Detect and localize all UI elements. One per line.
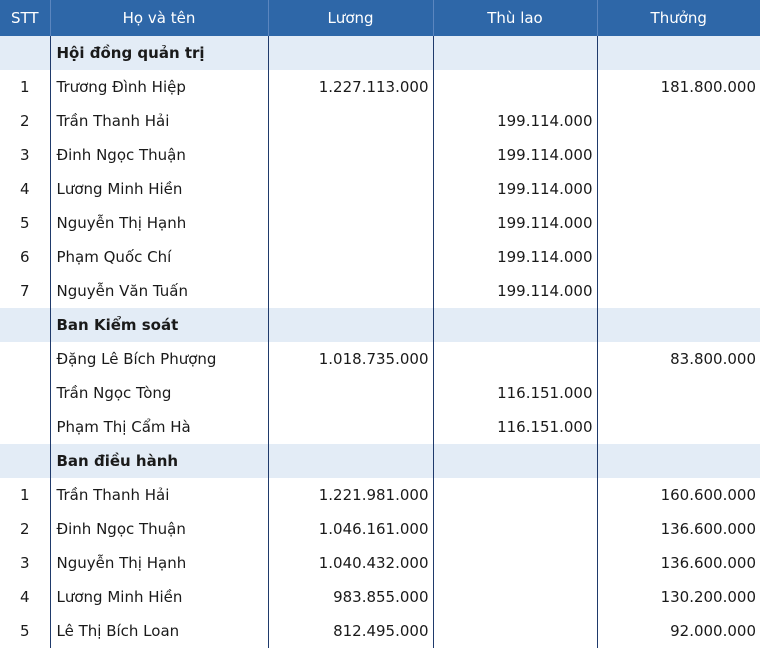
thulao-cell [433,580,597,614]
luong-cell: 983.855.000 [268,580,433,614]
stt-cell: 2 [19,112,30,130]
luong-cell: 1.040.432.000 [268,546,433,580]
table-row [0,376,760,410]
table-row [0,478,760,512]
thuong-cell [597,376,760,410]
thuong-cell: 92.000.000 [597,614,760,648]
thulao-cell: 116.151.000 [433,376,597,410]
name-cell: Nguyễn Thị Hạnh [50,546,268,580]
thuong-cell [597,138,760,172]
section-thulao-cell [433,308,597,342]
name-cell: Đinh Ngọc Thuận [50,138,268,172]
table-body [0,36,760,648]
section-thuong-cell [597,36,760,70]
section-row [0,444,760,478]
section-row [0,308,760,342]
stt-cell: 6 [19,248,30,266]
stt-cell: 3 [19,146,30,164]
header-name: Họ và tên [50,0,268,36]
header-thulao: Thù lao [433,0,597,36]
luong-cell [268,206,433,240]
table-row [0,580,760,614]
section-thulao-cell [433,444,597,478]
name-cell: Phạm Thị Cẩm Hà [50,410,268,444]
luong-cell [268,410,433,444]
stt-cell: 4 [19,180,30,198]
thuong-cell: 136.600.000 [597,512,760,546]
luong-cell [268,274,433,308]
thuong-cell: 130.200.000 [597,580,760,614]
section-title: Hội đồng quản trị [50,36,268,70]
thuong-cell [597,104,760,138]
name-cell: Đặng Lê Bích Phượng [50,342,268,376]
section-title: Ban Kiểm soát [50,308,268,342]
header-row [0,0,760,36]
thuong-cell: 136.600.000 [597,546,760,580]
name-cell: Trần Thanh Hải [50,478,268,512]
table-row [0,546,760,580]
section-thuong-cell [597,444,760,478]
thuong-cell: 83.800.000 [597,342,760,376]
thulao-cell [433,70,597,104]
table-row [0,138,760,172]
stt-cell [0,410,50,444]
name-cell: Nguyễn Văn Tuấn [50,274,268,308]
section-stt-cell [0,36,50,70]
stt-cell: 4 [19,588,30,606]
luong-cell [268,138,433,172]
thulao-cell [433,478,597,512]
luong-cell: 812.495.000 [268,614,433,648]
table-row [0,206,760,240]
thulao-cell: 199.114.000 [433,172,597,206]
stt-cell: 5 [19,622,30,640]
thuong-cell [597,172,760,206]
thulao-cell [433,342,597,376]
thuong-cell [597,274,760,308]
table-row [0,172,760,206]
section-title: Ban điều hành [50,444,268,478]
stt-cell: 3 [19,554,30,572]
thuong-cell [597,410,760,444]
thuong-cell: 160.600.000 [597,478,760,512]
luong-cell: 1.046.161.000 [268,512,433,546]
header-luong: Lương [268,0,433,36]
section-row [0,36,760,70]
table-row [0,274,760,308]
name-cell: Lê Thị Bích Loan [50,614,268,648]
thuong-cell [597,206,760,240]
name-cell: Phạm Quốc Chí [50,240,268,274]
thulao-cell: 199.114.000 [433,138,597,172]
section-stt-cell [0,308,50,342]
section-luong-cell [268,36,433,70]
stt-cell: 5 [19,214,30,232]
section-stt-cell [0,444,50,478]
thulao-cell [433,546,597,580]
section-thulao-cell [433,36,597,70]
name-cell: Lương Minh Hiền [50,580,268,614]
name-cell: Trần Thanh Hải [50,104,268,138]
stt-cell: 1 [19,78,30,96]
luong-cell: 1.018.735.000 [268,342,433,376]
table-row [0,70,760,104]
stt-cell: 1 [19,486,30,504]
name-cell: Trần Ngọc Tòng [50,376,268,410]
table-row [0,614,760,648]
stt-cell: 7 [19,282,30,300]
thulao-cell [433,614,597,648]
stt-cell [0,342,50,376]
table-header [0,0,760,36]
table-row [0,512,760,546]
section-luong-cell [268,308,433,342]
name-cell: Đinh Ngọc Thuận [50,512,268,546]
thulao-cell: 199.114.000 [433,206,597,240]
luong-cell: 1.221.981.000 [268,478,433,512]
table-row [0,104,760,138]
thuong-cell: 181.800.000 [597,70,760,104]
thulao-cell: 199.114.000 [433,104,597,138]
table-row [0,240,760,274]
name-cell: Trương Đình Hiệp [50,70,268,104]
name-cell: Lương Minh Hiền [50,172,268,206]
section-luong-cell [268,444,433,478]
header-stt: STT [0,0,50,36]
thulao-cell [433,512,597,546]
thulao-cell: 199.114.000 [433,274,597,308]
section-thuong-cell [597,308,760,342]
stt-cell: 2 [19,520,30,538]
luong-cell [268,240,433,274]
table-row [0,342,760,376]
name-cell: Nguyễn Thị Hạnh [50,206,268,240]
header-thuong: Thưởng [597,0,760,36]
thulao-cell: 116.151.000 [433,410,597,444]
luong-cell: 1.227.113.000 [268,70,433,104]
thulao-cell: 199.114.000 [433,240,597,274]
luong-cell [268,172,433,206]
table-row [0,410,760,444]
stt-cell [0,376,50,410]
thuong-cell [597,240,760,274]
luong-cell [268,104,433,138]
luong-cell [268,376,433,410]
